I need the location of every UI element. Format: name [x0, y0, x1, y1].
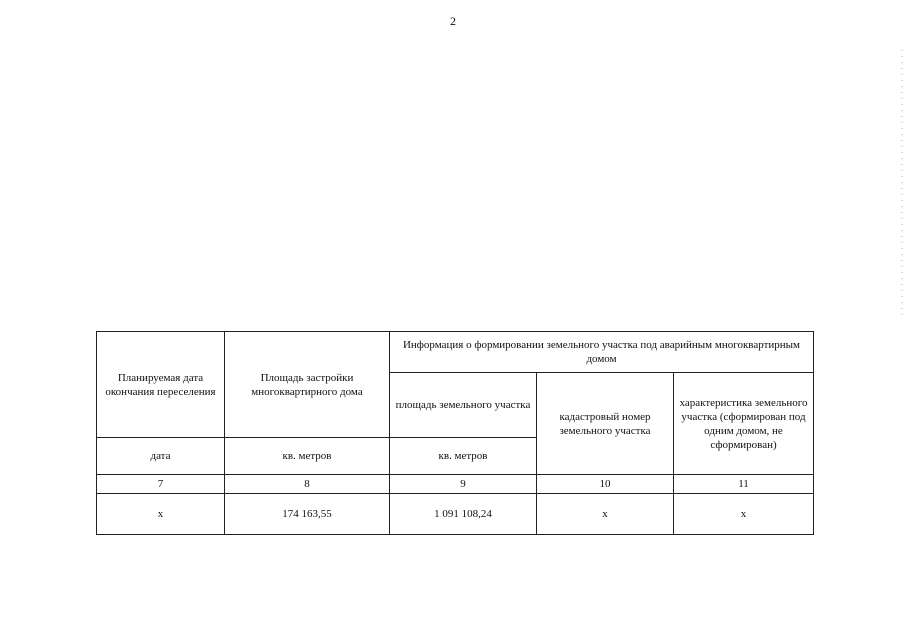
header-cadastral-number: кадастровый номер земельного участка — [537, 373, 674, 475]
unit-building-area: кв. метров — [225, 438, 390, 475]
column-number: 11 — [674, 475, 814, 494]
unit-date: дата — [97, 438, 225, 475]
header-building-area: Площадь застройки многоквартирного дома — [225, 332, 390, 438]
header-land-characteristic: характеристика земельного участка (сформирован под одним домом, не сформирован) — [674, 373, 814, 475]
header-planned-date: Планируемая дата окончания переселения — [97, 332, 225, 438]
cell-building-area: 174 163,55 — [225, 494, 390, 535]
column-number: 9 — [390, 475, 537, 494]
header-land-area: площадь земельного участка — [390, 373, 537, 438]
cell-land-area: 1 091 108,24 — [390, 494, 537, 535]
page-number: 2 — [450, 14, 456, 28]
column-number: 7 — [97, 475, 225, 494]
header-land-info-group: Информация о формировании земельного участка под аварийным многоквартирным домом — [390, 332, 814, 373]
table-row — [97, 494, 814, 535]
column-number: 10 — [537, 475, 674, 494]
scan-margin-marks — [901, 50, 903, 320]
column-number: 8 — [225, 475, 390, 494]
cell-cadastral-number: x — [537, 494, 674, 535]
cell-planned-date: x — [97, 494, 225, 535]
cell-land-characteristic: x — [674, 494, 814, 535]
unit-land-area: кв. метров — [390, 438, 537, 475]
resettlement-table — [96, 331, 814, 535]
